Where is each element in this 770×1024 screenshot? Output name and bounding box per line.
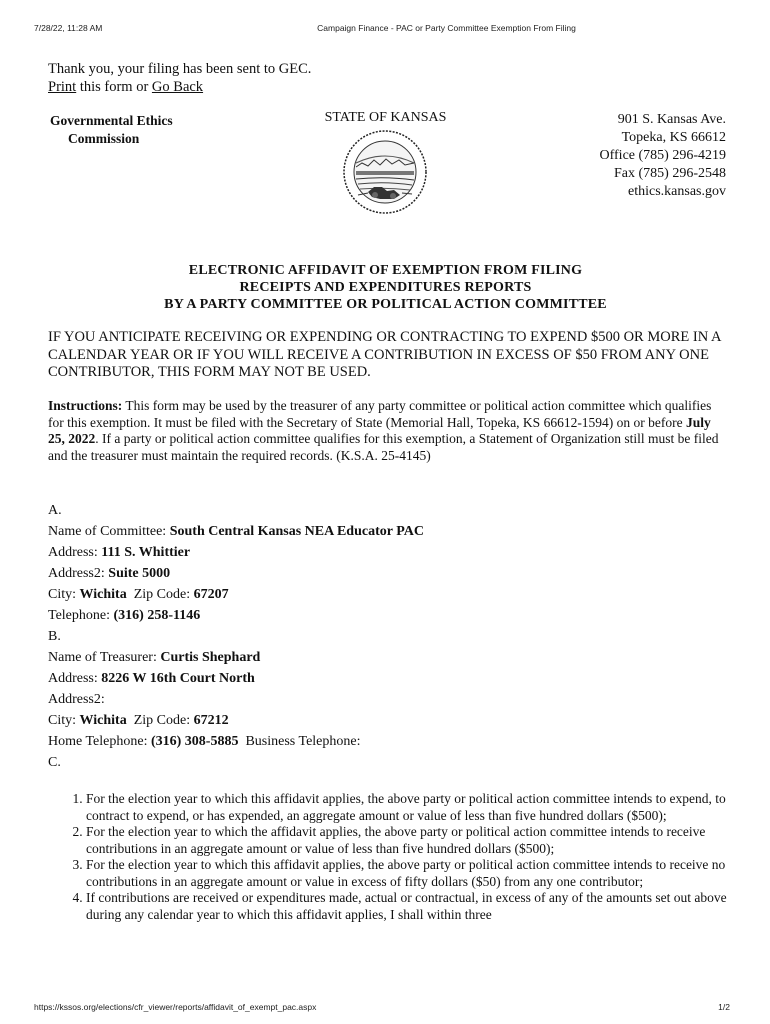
list-item: 3. For the election year to which this affidavit applies, the above party or political action committee intends to receive no contributions in an aggregate amount or value in excess of fifty dollars ($50) from any one contributor;	[86, 857, 731, 890]
list-item: 1. For the election year to which this affidavit applies, the above party or political action committee intends to expend, to contract to expend, or has expended, an aggregate amount or value of less than five hundred dollars ($500);	[86, 791, 731, 824]
field-label: Telephone:	[48, 608, 114, 623]
treasurer-zip-value: 67212	[193, 713, 229, 728]
business-phone-label: Business Telephone:	[245, 734, 361, 749]
website-link[interactable]: ethics.kansas.gov	[628, 184, 726, 199]
usage-warning: IF YOU ANTICIPATE RECEIVING OR EXPENDING OR CONTRACTING TO EXPEND $500 OR MORE IN A CALENDAR YEAR OR IF YOU WILL RECEIVE A CONTRIBUTION IN EXCESS OF $50 FROM ANY ONE CONTRIBUTOR, THIS FORM MAY NOT BE USED.	[48, 329, 721, 380]
list-item: 4. If contributions are received or expenditures made, actual or contractual, in excess of any of the amounts set out above during any calendar year to which this affidavit applies, I shall within three	[86, 890, 731, 923]
print-page-title: Campaign Finance - PAC or Party Committee Exemption From Filing	[317, 23, 576, 33]
committee-name-row	[48, 521, 424, 542]
title-line-1: ELECTRONIC AFFIDAVIT OF EXEMPTION FROM FILING	[188, 263, 583, 278]
field-label: Address:	[48, 545, 102, 560]
affidavit-statements	[60, 791, 731, 923]
field-label: Name of Committee:	[48, 524, 170, 539]
title-line-3: BY A PARTY COMMITTEE OR POLITICAL ACTION COMMITTEE	[164, 297, 607, 312]
list-item: 2. For the election year to which the affidavit applies, the above party or political action committee intends to receive contributions in an aggregate amount or value of less than five hundred dollars ($500);	[86, 824, 731, 857]
field-label: Address:	[48, 671, 102, 686]
confirmation-actions	[48, 78, 311, 96]
go-back-link[interactable]: Go Back	[151, 79, 204, 95]
instructions-label: Instructions:	[48, 398, 123, 413]
print-datetime: 7/28/22, 11:28 AM	[34, 23, 103, 33]
field-label: Home Telephone:	[48, 734, 151, 749]
field-label: Zip Code:	[133, 713, 194, 728]
title-line-2: RECEIPTS AND EXPENDITURES REPORTS	[239, 280, 532, 295]
committee-address2-value: Suite 5000	[108, 566, 171, 581]
field-label: City:	[48, 713, 80, 728]
form-title	[0, 262, 770, 313]
office-phone: Office (785) 296-4219	[599, 148, 726, 163]
city-state-zip: Topeka, KS 66612	[621, 130, 726, 145]
treasurer-address2-row: Address2:	[48, 692, 105, 707]
street-address: 901 S. Kansas Ave.	[617, 112, 726, 127]
agency-contact-block	[600, 111, 727, 201]
confirmation-block	[48, 60, 311, 96]
committee-name-value: South Central Kansas NEA Educator PAC	[169, 524, 424, 539]
committee-address-row	[48, 542, 424, 563]
form-fields	[48, 500, 424, 773]
treasurer-address-value: 8226 W 16th Court North	[101, 671, 255, 686]
committee-address2-row	[48, 563, 424, 584]
filing-deadline: July 25, 2022	[48, 414, 711, 446]
committee-phone-row	[48, 605, 424, 626]
treasurer-name-value: Curtis Shephard	[160, 650, 261, 665]
instructions-text-2: . If a party or political action committee qualifies for this exemption, a Statement of Organization still must be filed and the treasurer must maintain the required records. (K.S.A. 25-4145)	[48, 431, 719, 463]
kansas-state-seal	[342, 129, 428, 215]
confirmation-message: Thank you, your filing has been sent to GEC.	[48, 61, 312, 77]
print-link[interactable]: Print	[48, 79, 77, 95]
instructions-text-1: This form may be used by the treasurer of any party committee or political action committee which qualifies for this exemption. It must be filed with the Secretary of State (Memorial Hall, Topeka, KS 66612-1594) on or before	[48, 398, 712, 430]
field-label: Zip Code:	[133, 587, 194, 602]
agency-line-1: Governmental Ethics	[50, 113, 173, 128]
treasurer-address-row	[48, 668, 424, 689]
section-b-heading: B.	[48, 629, 61, 644]
page-number: 1/2	[718, 1002, 730, 1012]
committee-address-value: 111 S. Whittier	[101, 545, 191, 560]
print-url: https://kssos.org/elections/cfr_viewer/reports/affidavit_of_exempt_pac.aspx	[34, 1002, 317, 1012]
committee-city-value: Wichita	[79, 587, 127, 602]
home-phone-value: (316) 308-5885	[150, 734, 239, 749]
field-label: Address2:	[48, 566, 109, 581]
agency-line-2: Commission	[68, 131, 140, 146]
state-title: STATE OF KANSAS	[324, 110, 447, 125]
treasurer-name-row	[48, 647, 424, 668]
field-label: City:	[48, 587, 80, 602]
section-a-heading: A.	[48, 503, 62, 518]
fax-number: Fax (785) 296-2548	[614, 166, 726, 181]
treasurer-city-value: Wichita	[79, 713, 127, 728]
actions-middle-text: this form or	[76, 79, 152, 95]
field-label: Name of Treasurer:	[48, 650, 161, 665]
committee-city-zip-row	[48, 584, 424, 605]
committee-phone-value: (316) 258-1146	[113, 608, 201, 623]
committee-zip-value: 67207	[193, 587, 229, 602]
treasurer-city-zip-row	[48, 710, 424, 731]
instructions-paragraph	[48, 398, 728, 464]
section-c-heading: C.	[48, 755, 61, 770]
treasurer-phone-row	[48, 731, 424, 752]
